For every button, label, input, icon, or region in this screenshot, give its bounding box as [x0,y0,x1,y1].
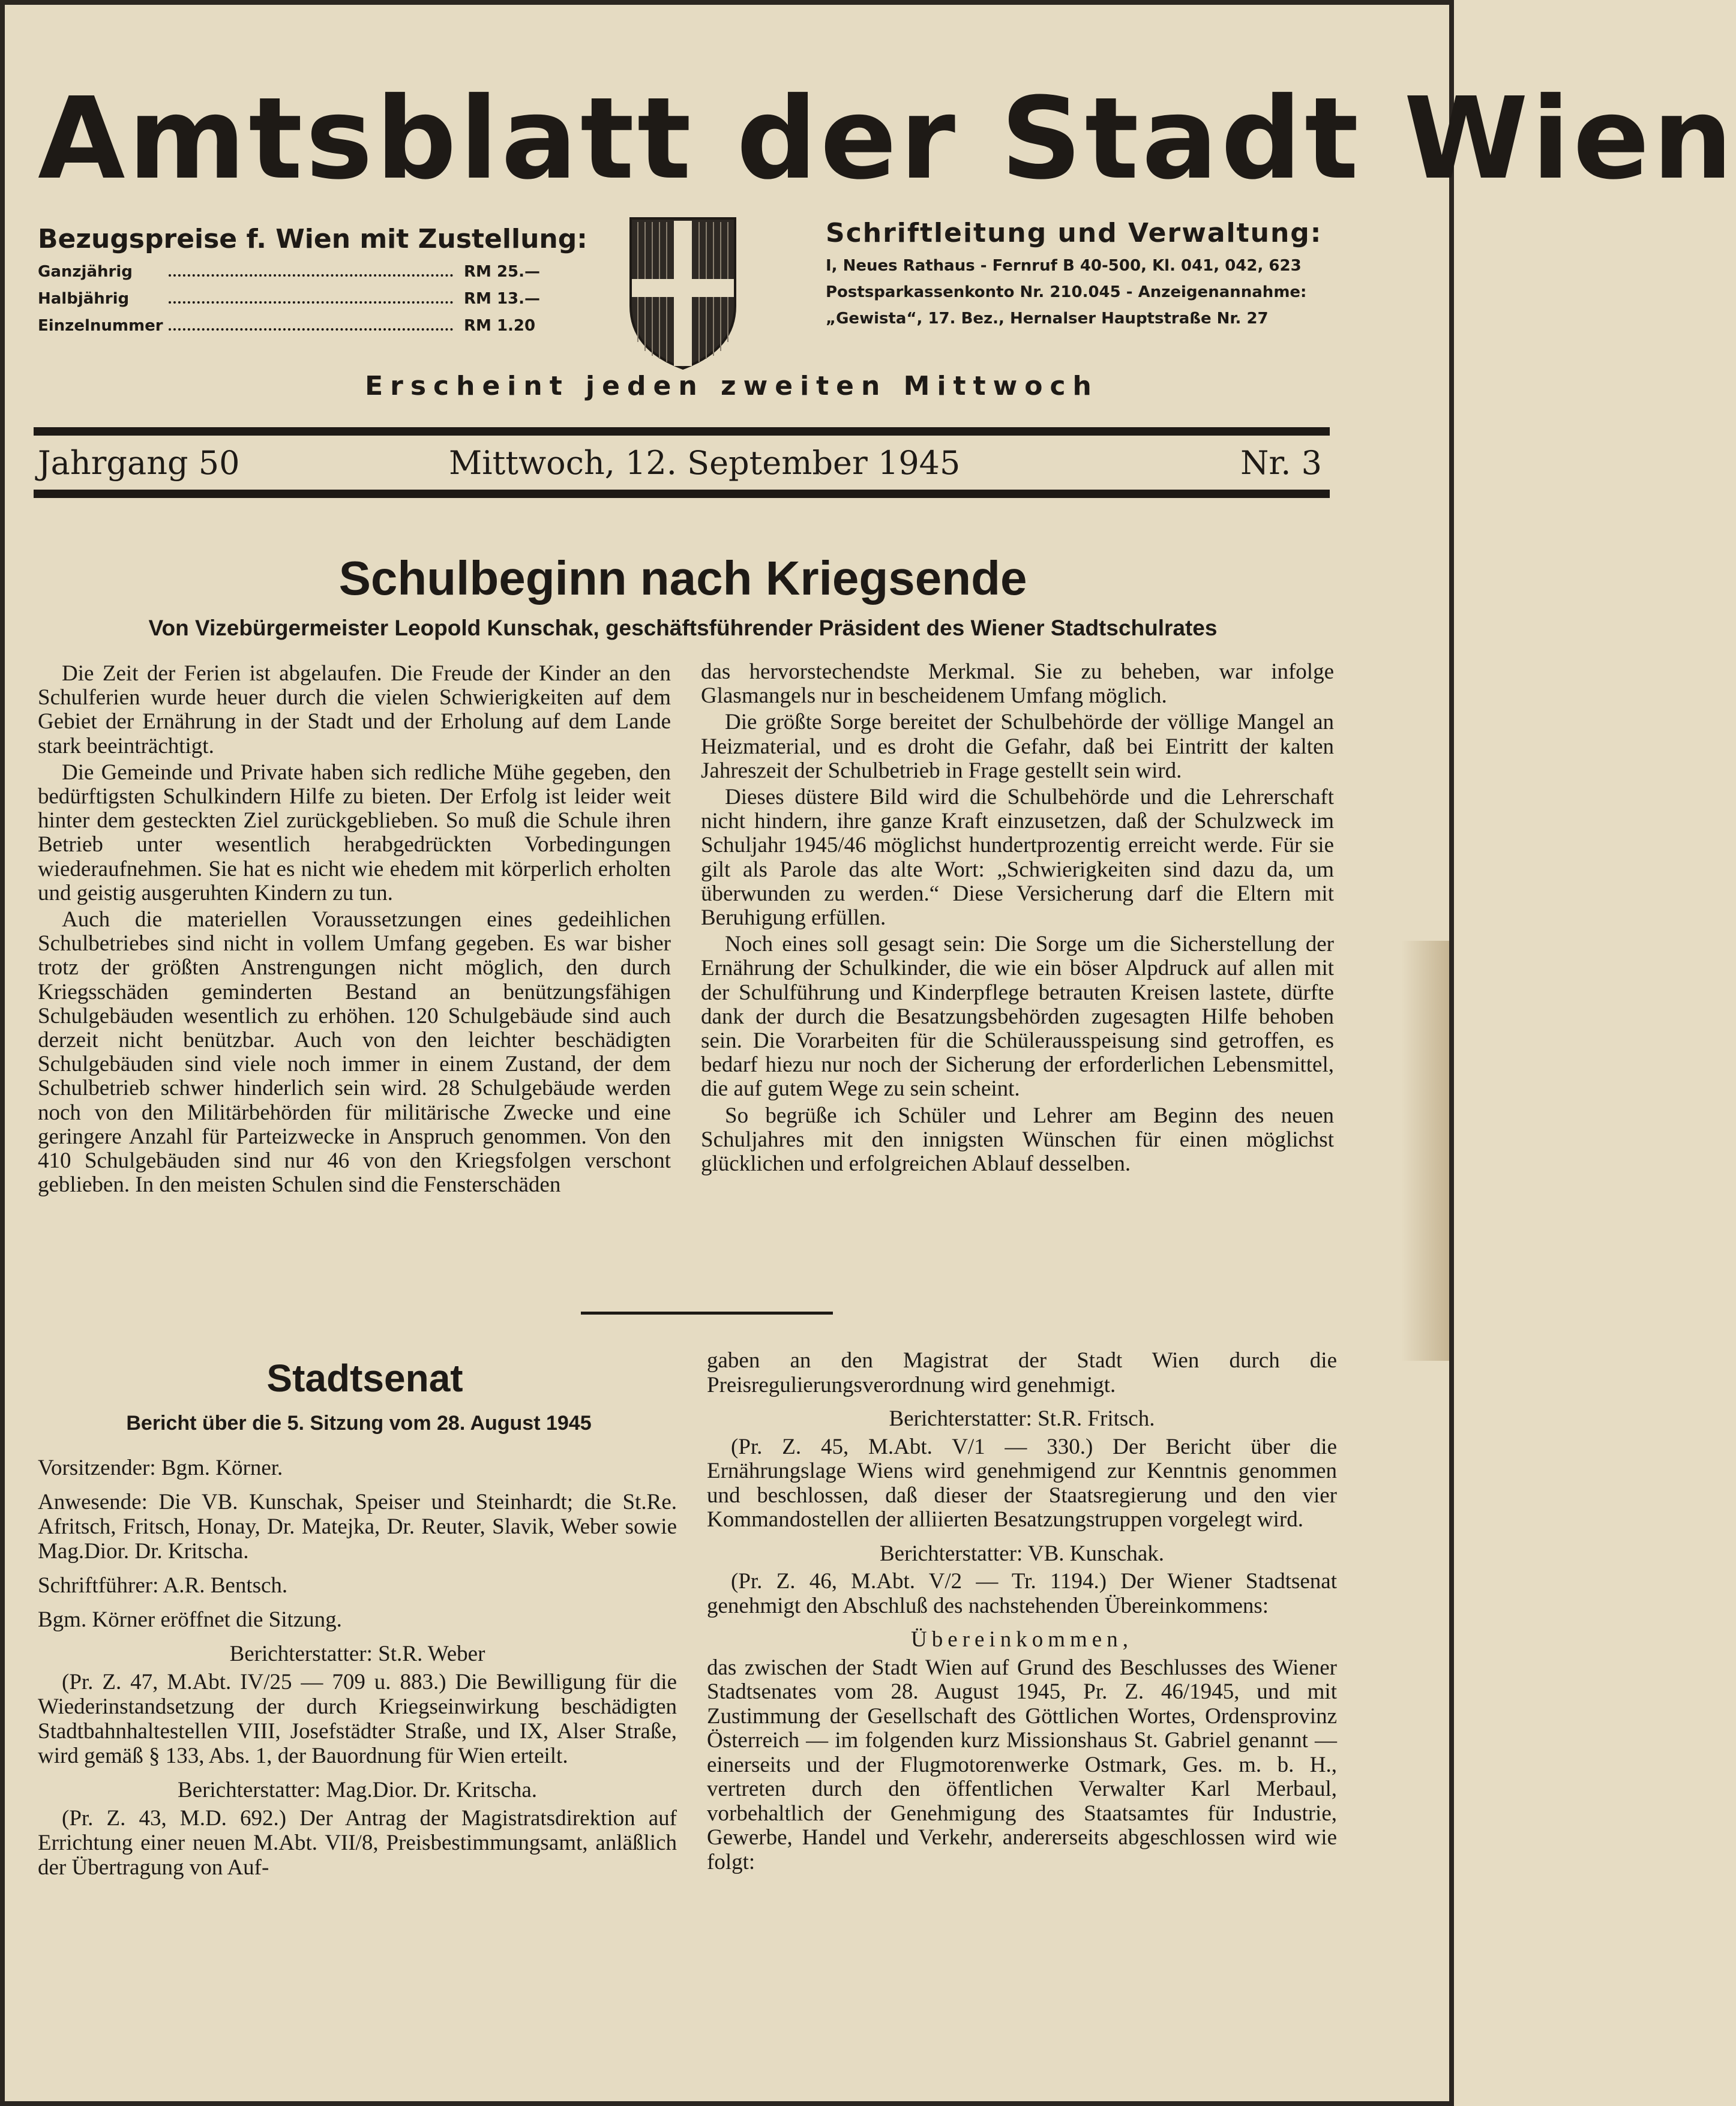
senate-column-left [38,1456,677,1889]
price-value: RM 1.20 [464,317,536,335]
article-byline: Von Vizebürgermeister Leopold Kunschak, geschäftsführender Präsident des Wiener Stadtschulrates [148,616,1218,640]
editorial-line: Postsparkassenkonto Nr. 210.045 - Anzeigenannahme: [826,283,1307,301]
price-label: Ganzjährig [38,263,133,281]
section-divider [581,1312,833,1315]
issue-number: Nr. 3 [1240,444,1322,482]
senate-item: (Pr. Z. 45, M.Abt. V/1 — 330.) Der Bericht über die Ernährungslage Wiens wird genehmigend zur Kenntnis genommen und beschlossen, daß dieser der Staatsregierung und den vier Kommandostellen der alliierten Besatzungstruppen vorgelegt wird. [707,1434,1337,1532]
senate-item: (Pr. Z. 47, M.Abt. IV/25 — 709 u. 883.) Die Bewilligung für die Wiederinstandsetzung der durch Kriegseinwirkung beschädigten Stadtbahnhaltestellen VIII, Josefstädter Straße, und IX, Alser Straße, wird gemäß § 133, Abs. 1, der Bauordnung für Wien erteilt. [38,1670,677,1768]
rapporteur-line: Berichterstatter: VB. Kunschak. [879,1541,1165,1566]
editorial-heading: Schriftleitung und Verwaltung: [826,218,1323,248]
issue-date: Mittwoch, 12. September 1945 [449,444,961,482]
agreement-text: das zwischen der Stadt Wien auf Grund des Beschlusses des Wiener Stadtsenates vom 28. August 1945, Pr. Z. 46/1945, und mit Zustimmung der Gesellschaft des Göttlichen Wortes, Ordensprovinz Österreich — im folgenden kurz Missionshaus St. Gabriel genannt — einerseits und der Flugmotorenwerke Ostmark, Ges. m. b. H., vertreten durch den öffentlichen Verwalter Karl Merbaul, vorbehaltlich der Genehmigung des Staatsamtes für Industrie, Gewerbe, Handel und Verkehr, andererseits abgeschlossen wird wie folgt: [707,1655,1337,1874]
article-paragraph: Die Zeit der Ferien ist abgelaufen. Die Freude der Kinder an den Schulferien wurde heuer durch die vielen Schwierigkeiten auf dem Gebiet der Ernährung in der Stadt und der Erholung auf dem Lande stark beeinträchtigt. [38,661,671,758]
leader-dots [169,301,453,304]
rapporteur-line: Berichterstatter: Mag.Dior. Dr. Kritscha. [177,1778,538,1802]
senate-present: Anwesende: Die VB. Kunschak, Speiser und Steinhardt; die St.Re. Afritsch, Fritsch, Honay, Dr. Matejka, Dr. Reuter, Slavik, Weber sowie Mag.Dior. Dr. Kritscha. [38,1490,677,1564]
editorial-line: I, Neues Rathaus - Fernruf B 40-500, Kl. 041, 042, 623 [826,257,1302,275]
rule-top [34,427,1330,436]
rapporteur-line: Berichterstatter: St.R. Weber [229,1642,485,1666]
senate-column-right [707,1349,1337,1884]
senate-chair: Vorsitzender: Bgm. Körner. [38,1456,283,1480]
paper-stain [1401,941,1449,1361]
section-title: Stadtsenat [266,1357,463,1400]
publication-schedule: Erscheint jeden zweiten Mittwoch [365,371,1099,401]
article-column-left [38,662,671,1199]
price-label: Einzelnummer [38,317,163,335]
price-row [38,290,554,308]
article-title: Schulbeginn nach Kriegsende [338,551,1027,605]
senate-opening: Bgm. Körner eröffnet die Sitzung. [38,1607,342,1632]
senate-item: (Pr. Z. 43, M.D. 692.) Der Antrag der Magistratsdirektion auf Errichtung einer neuen M.Abt. VII/8, Preisbestimmungsamt, anläßlich der Übertragung von Auf- [38,1806,677,1880]
leader-dots [169,274,453,277]
article-paragraph: Die größte Sorge bereitet der Schulbehörde der völlige Mangel an Heizmaterial, und es droht die Gefahr, daß bei Eintritt der kalten Jahreszeit der Schulbetrieb in Frage gestellt sein wird. [701,710,1334,783]
price-row [38,263,554,281]
masthead-title: Amtsblatt der Stadt Wien [38,73,1736,205]
article-column-right [701,660,1334,1178]
article-paragraph: Auch die materiellen Voraussetzungen eines gedeihlichen Schulbetriebes sind nicht in vollem Umfang gegeben. Es war bisher trotz der größten Anstrengungen nicht möglich, den durch Kriegsschäden geminderten Bestand an benützungsfähigen Schulgebäuden wesentlich zu erhöhen. 120 Schulgebäude sind auch derzeit nicht benützbar. Auch von den leichter beschädigten Schulgebäuden sind viele noch immer in einem Zustand, der dem Schulbetrieb schwer hinderlich sein wird. 28 Schulgebäude werden noch von den Militärbehörden für militärische Zwecke und eine geringere Anzahl für Parteizwecke in Anspruch genommen. Von den 410 Schulgebäuden sind nur 46 von den Kriegsfolgen verschont geblieben. In den meisten Schulen sind die Fensterschäden [38,907,671,1198]
agreement-heading: Übereinkommen, [911,1627,1133,1652]
article-paragraph: Dieses düstere Bild wird die Schulbehörde und die Lehrerschaft nicht hindern, ihre ganze Kraft einzusetzen, daß der Schulzweck im Schuljahr 1945/46 möglichst hundertprozentig erreicht werde. Für sie gilt als Parole das alte Wort: „Schwierigkeiten sind dazu da, um überwunden zu werden.“ Diese Versicherung darf die Eltern mit Beruhigung erfüllen. [701,785,1334,931]
rule-bottom [34,490,1330,498]
leader-dots [169,328,453,331]
editorial-info [826,218,1330,328]
editorial-line: „Gewista“, 17. Bez., Hernalser Hauptstraße Nr. 27 [826,310,1269,328]
article-paragraph: Noch eines soll gesagt sein: Die Sorge um die Sicherstellung der Ernährung der Schulkinder, die wie ein böser Alpdruck auf allen mit der Schulführung und Kinderpflege betrauten Kreisen lastete, dürfte dank der durch die Besatzungsbehörden zugesagten Hilfe behoben sein. Die Vorarbeiten für die Schülerausspeisung sind getroffen, es bedarf hiezu nur noch der Sicherung der erforderlichen Lebensmittel, die auf gutem Wege zu sein scheint. [701,932,1334,1102]
subscription-heading: Bezugspreise f. Wien mit Zustellung: [38,224,587,254]
subscription-prices [38,224,587,335]
rapporteur-line: Berichterstatter: St.R. Fritsch. [889,1406,1155,1431]
senate-secretary: Schriftführer: A.R. Bentsch. [38,1573,288,1598]
issue-volume: Jahrgang 50 [38,444,240,482]
vienna-coat-of-arms-icon [626,216,740,371]
senate-item-continued: gaben an den Magistrat der Stadt Wien durch die Preisregulierungsverordnung wird genehmigt. [707,1348,1337,1397]
price-row [38,317,554,335]
price-value: RM 13.— [464,290,541,308]
issue-bar [38,444,1328,486]
senate-item: (Pr. Z. 46, M.Abt. V/2 — Tr. 1194.) Der Wiener Stadtsenat genehmigt den Abschluß des nachstehenden Übereinkommens: [707,1569,1337,1618]
article-paragraph: So begrüße ich Schüler und Lehrer am Beginn des neuen Schuljahres mit den innigsten Wünschen für einen möglichst glücklichen und erfolgreichen Ablauf desselben. [701,1103,1334,1177]
price-value: RM 25.— [464,263,541,281]
article-paragraph: Die Gemeinde und Private haben sich redliche Mühe gegeben, den bedürftigsten Schulkindern Hilfe zu bieten. Der Erfolg ist leider weit hinter dem gesteckten Ziel zurückgeblieben. So muß die Schule ihren Betrieb unter wesentlich herabgedrückten Vorbedingungen wiederaufnehmen. Sie hat es nicht wie ehedem mit körperlich erholten und geistig ausgeruhten Kindern zu tun. [38,760,671,905]
price-label: Halbjährig [38,290,130,308]
article-paragraph: das hervorstechendste Merkmal. Sie zu beheben, war infolge Glasmangels nur in bescheidenem Umfang möglich. [701,659,1334,709]
section-subtitle: Bericht über die 5. Sitzung vom 28. August 1945 [126,1412,592,1435]
